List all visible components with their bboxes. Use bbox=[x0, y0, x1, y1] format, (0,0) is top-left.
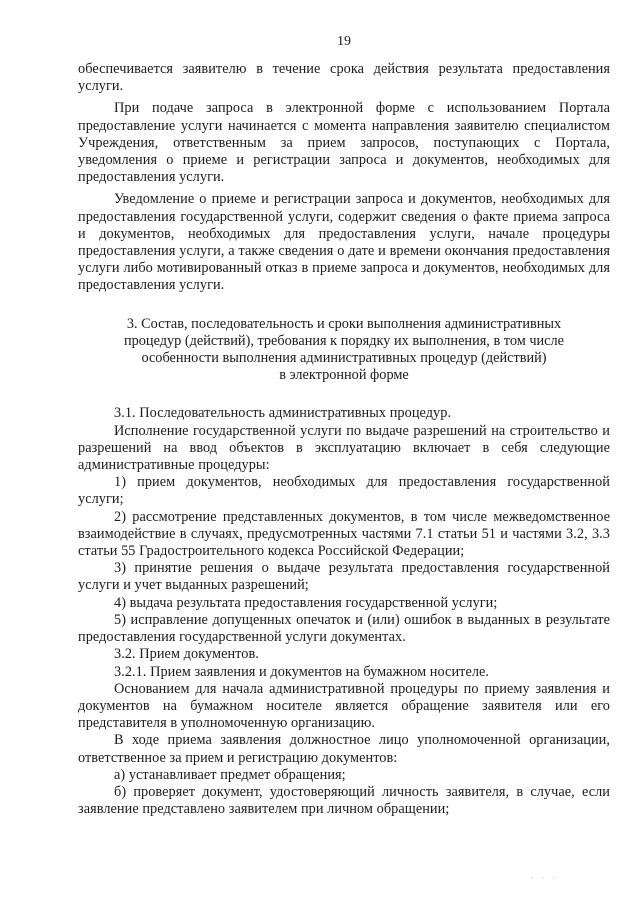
section-heading-line: в электронной форме bbox=[279, 367, 409, 384]
list-item: а) устанавливает предмет обращения; bbox=[114, 766, 346, 783]
section-heading-line: процедур (действий), требования к порядку их выполнения, в том числе bbox=[123, 332, 565, 349]
list-item: 2) рассмотрение представленных документов, в том числе межведомственное взаимодействие в случаях, предусмотренных частями 7.1 статьи 51 и частями 3.2, 3.3 статьи 55 Градостроительного кодекса Российской Федерации; bbox=[78, 508, 610, 560]
list-item: 5) исправление допущенных опечаток и (или) ошибок в выданных в результате предоставления государственной услуги документах. bbox=[78, 611, 610, 646]
subsection-title: 3.2.1. Прием заявления и документов на бумажном носителе. bbox=[114, 663, 490, 680]
paragraph: Исполнение государственной услуги по выдаче разрешений на строительство и разрешений на ввод объектов в эксплуатацию включает в себя следующие административные процедуры: bbox=[78, 422, 610, 474]
paragraph: Основанием для начала административной процедуры по приему заявления и документов на бумажном носителе является обращение заявителя или его представителя в уполномоченную организацию. bbox=[78, 680, 610, 732]
list-item: 4) выдача результата предоставления государственной услуги; bbox=[114, 594, 498, 611]
paragraph: В ходе приема заявления должностное лицо уполномоченной организации, ответственное за прием и регистрацию документов: bbox=[78, 732, 610, 766]
section-heading-line: особенности выполнения административных процедур (действий) bbox=[141, 350, 547, 367]
scan-artifact: · · · bbox=[531, 874, 558, 883]
section-heading-line: 3. Состав, последовательность и сроки выполнения административных bbox=[126, 315, 562, 332]
paragraph: При подаче запроса в электронной форме с использованием Портала предоставление услуги начинается с момента направления заявителю специалистом Учреждения, ответственным за прием запросов, поступающих с Портала, уведомления о приеме и регистрации запроса и документов, необходимых для предоставления услуги. bbox=[78, 100, 610, 186]
subsection-title: 3.2. Прием документов. bbox=[114, 646, 259, 663]
paragraph: обеспечивается заявителю в течение срока действия результата предоставления услуги. bbox=[78, 61, 610, 95]
list-item: 3) принятие решения о выдаче результата предоставления государственной услуги и учет выданных разрешений; bbox=[78, 560, 610, 594]
list-item: б) проверяет документ, удостоверяющий личность заявителя, в случае, если заявление представлено заявителем при личном обращении; bbox=[78, 783, 610, 818]
page-number: 19 bbox=[337, 34, 351, 49]
subsection-title: 3.1. Последовательность административных процедур. bbox=[114, 405, 452, 422]
paragraph: Уведомление о приеме и регистрации запроса и документов, необходимых для предоставления государственной услуги, содержит сведения о факте приема запроса и документов, необходимых для предоставления услуги, начале процедуры предоставления услуги, а также сведения о дате и времени окончания предоставления услуги либо мотивированный отказ в приеме запроса и документов, необходимых для предоставления услуги. bbox=[78, 191, 610, 294]
section-heading bbox=[98, 316, 590, 385]
list-item: 1) прием документов, необходимых для предоставления государственной услуги; bbox=[78, 474, 610, 508]
